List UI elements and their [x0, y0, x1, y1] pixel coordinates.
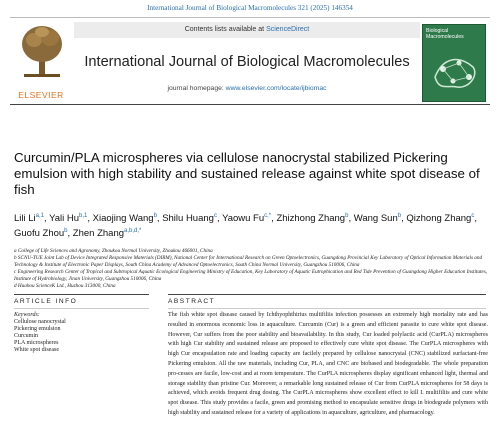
author-name-text: Qizhong Zhang [406, 213, 472, 224]
author-name[interactable] [222, 213, 271, 224]
keyword: Curcumin [14, 333, 38, 340]
author-affiliation-marker[interactable]: b [64, 227, 68, 234]
cover-title-line2: Macromolecules [426, 34, 464, 40]
author-name-text: Lili Li [14, 213, 36, 224]
cover-title-line1: Biological [426, 28, 449, 34]
elsevier-logo[interactable] [10, 22, 72, 102]
author-name-text: Zhen Zhang [72, 228, 125, 239]
author-affiliation-marker[interactable]: b [345, 212, 349, 219]
journal-title[interactable]: International Journal of Biological Macromolecules [84, 54, 410, 70]
author-affiliation-marker[interactable]: c [213, 212, 217, 219]
homepage-link[interactable]: www.elsevier.com/locate/ijbiomac [225, 85, 327, 92]
affiliation-item: d Huahou ScienceK Ltd., Huzhou 313000, China [14, 283, 116, 290]
author-name[interactable] [14, 213, 44, 224]
keyword: White spot disease [14, 347, 59, 354]
author-name-text: Zhizhong Zhang [276, 213, 346, 224]
homepage-prefix: journal homepage: [167, 85, 226, 92]
sciencedirect-link[interactable]: ScienceDirect [266, 26, 310, 33]
author-name-text: Shilu Huang [162, 213, 214, 224]
article-info-heading: ARTICLE INFO [14, 298, 78, 305]
abstract-divider [168, 294, 486, 295]
author-affiliation-marker[interactable]: b,1 [79, 212, 88, 219]
contents-prefix: Contents lists available at [184, 26, 267, 33]
author-affiliation-marker[interactable]: b [397, 212, 402, 219]
author-name[interactable] [93, 213, 157, 224]
affiliation-item: b SCNU-TUE Joint Lab of Device Integrated Responsive Materials (DIRM), National Center for International Research on Green Optoelectronics, Guangdong Provincial Key Laboratory of Optical Information Materials and Technology & Institute of Electronic Paper Displays, South China Academy of Advanced Optoelectronics, South China Normal University, Guangzhou 510006, China [14, 255, 483, 269]
author-name[interactable] [406, 213, 474, 224]
article-info-divider [14, 294, 149, 295]
article-info-rule [14, 308, 149, 309]
cover-molecule-icon [429, 47, 481, 97]
author-name[interactable] [73, 228, 142, 239]
author-name-text: Xiaojing Wang [92, 213, 154, 224]
author-affiliation-marker[interactable]: a,b,d,* [124, 227, 142, 234]
elsevier-tree-icon [20, 24, 64, 78]
author-list: Lili Li$^{a,1}$, Yali Hu$^{b,1}$, Xiaojing Wang$^b$, Shilu Huang$^c$, Yaowu $Fu^{c,*}$, Zhizhong Zhang$^b$, Wang Sun$^b$, Qizhong Zhang$^c$, Guofu Zhou$^b$, Zhen Zhang$^{a,b,d,*}$ [14, 212, 477, 239]
author-name[interactable] [14, 228, 68, 239]
abstract-rule [168, 308, 486, 309]
keyword: Cellulose nanocrystal [14, 319, 66, 326]
keyword: Pickering emulsion [14, 326, 61, 333]
author-name-text: Guofu Zhou [14, 228, 65, 239]
keyword: PLA microspheres [14, 340, 59, 347]
author-affiliation-marker[interactable]: b [153, 212, 157, 219]
affiliations [14, 248, 488, 291]
affiliation-item: a College of Life Sciences and Agronomy, Zhoukou Normal University, Zhoukou 466001, China [14, 248, 213, 254]
journal-homepage [74, 85, 420, 92]
journal-cover-image[interactable] [422, 24, 486, 102]
journal-reference[interactable]: International Journal of Biological Macromolecules 321 (2025) 146354 [147, 4, 353, 12]
journal-masthead [10, 17, 490, 105]
keywords-label: Keywords: [14, 312, 40, 318]
author-name[interactable] [162, 213, 217, 224]
affiliation-item: c Engineering Research Center of Tropical and Subtropical Aquatic Ecological Engineering Ministry of Education, Key Laboratory of Aquatic Eutrophication and Red Tide Prevention of Guangdong Higher Education Institutes, Institute of Hydrobiology, Jinan University, Guangzhou 510006, China [14, 269, 488, 283]
keywords-block [14, 312, 149, 355]
cover-title [426, 28, 484, 40]
author-name-text: Yaowu Fu [222, 213, 265, 224]
article-title: Curcumin/PLA microspheres via cellulose nanocrystal stabilized Pickering emulsion with high stability and sustained release against white spot disease of fish [14, 150, 480, 197]
author-affiliation-marker[interactable]: c,* [264, 212, 272, 219]
journal-header-center [74, 18, 420, 106]
author-affiliation-marker[interactable]: a,1 [35, 212, 44, 219]
author-name-text: Yali Hu [49, 213, 80, 224]
publisher-name: ELSEVIER [18, 90, 64, 100]
author-affiliation-marker[interactable]: c [471, 212, 475, 219]
author-name[interactable] [354, 213, 401, 224]
abstract-text: The fish white spot disease caused by Ichthyophthirius multifiliis infection possesses an extremely high mortality rate and has resulted in enormous economic loss in aquaculture. Curcumin (Cur) is a green and efficient parasite to cure white spot disease. However, Cur suffers from the poor stability and bioavailability. In this study, Cur loaded polylactic acid (CurPLA) microspheres with high Cur stability and sustained release are proposed to effectively cure white spot disease. The CurPLA microspheres with high Cur encapsulation rate and loading capacity are facilely prepared by cellulose nanocrystal (CNC) stabilized surfactant-free Pickering emulsion. All the raw materials, including Cur, PLA, and CNC are biobased and biodegradable. The whole preparation pro-cesses are facile, low-cost and at room temperature. The CurPLA microspheres display significant enhanced light, thermal and storage stability than pristine Cur. Moreover, a remarkable long sustained release of Cur from CurPLA microspheres for 58 days is achieved, which avoids frequent drug dosing. The CurPLA microspheres show excellent effect to kill I. multifiliis and cure white spot disease. This study provides a facile, green and promising method to encapsulate sensitive drugs in biodegrade polymers with high stability and sustained release for a variety of applications in aquaculture, agriculture, and pharmacology. [168, 312, 488, 416]
author-name-text: Wang Sun [353, 213, 398, 224]
author-name[interactable] [276, 213, 348, 224]
author-name[interactable] [49, 213, 87, 224]
contents-bar [74, 22, 420, 38]
abstract-heading: ABSTRACT [168, 298, 216, 305]
